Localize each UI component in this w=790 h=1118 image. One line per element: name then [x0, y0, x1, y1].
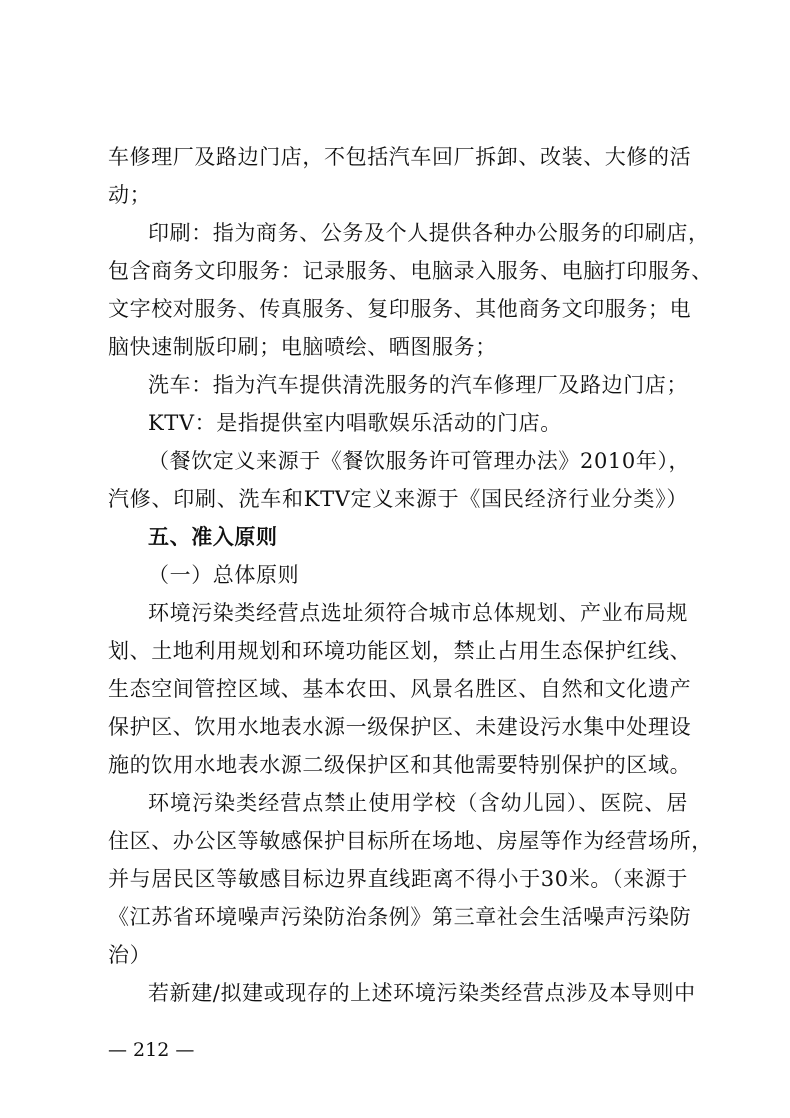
paragraph-line: 环境污染类经营点禁止使用学校（含幼儿园）、医院、居: [148, 791, 688, 815]
paragraph-line: 治）: [108, 943, 152, 967]
paragraph-line: 生态空间管控区域、基本农田、风景名胜区、自然和文化遗产: [108, 677, 692, 701]
paragraph-line: 洗车：指为汽车提供清洗服务的汽车修理厂及路边门店；: [148, 373, 688, 397]
paragraph-line: 印刷：指为商务、公务及个人提供各种办公服务的印刷店，: [148, 221, 710, 245]
section-heading: 五、准入原则: [148, 525, 278, 549]
paragraph-line: 环境污染类经营点选址须符合城市总体规划、产业布局规: [148, 601, 688, 625]
paragraph-line: （餐饮定义来源于《餐饮服务许可管理办法》2010年），: [148, 449, 691, 473]
paragraph-line: 汽修、印刷、洗车和KTV定义来源于《国民经济行业分类》）: [108, 487, 688, 511]
paragraph-line: 《江苏省环境噪声污染防治条例》第三章社会生活噪声污染防: [108, 905, 692, 929]
paragraph-line: 车修理厂及路边门店，不包括汽车回厂拆卸、改装、大修的活: [108, 145, 692, 169]
paragraph-line: KTV：是指提供室内唱歌娱乐活动的门店。: [148, 411, 562, 435]
paragraph-line: 脑快速制版印刷；电脑喷绘、晒图服务；: [108, 335, 497, 359]
paragraph-line: 住区、办公区等敏感保护目标所在场地、房屋等作为经营场所，: [108, 829, 713, 853]
page-number: — 212 —: [108, 1039, 195, 1061]
paragraph-line: 若新建/拟建或现存的上述环境污染类经营点涉及本导则中: [148, 981, 696, 1005]
subsection-heading: （一）总体原则: [148, 563, 300, 587]
paragraph-line: 保护区、饮用水地表水源一级保护区、未建设污水集中处理设: [108, 715, 692, 739]
paragraph-line: 并与居民区等敏感目标边界直线距离不得小于30米。（来源于: [108, 867, 688, 891]
paragraph-line: 施的饮用水地表水源二级保护区和其他需要特别保护的区域。: [108, 753, 692, 777]
paragraph-line: 文字校对服务、传真服务、复印服务、其他商务文印服务；电: [108, 297, 692, 321]
paragraph-line: 划、土地利用规划和环境功能区划，禁止占用生态保护红线、: [108, 639, 692, 663]
paragraph-line: 动；: [108, 183, 152, 207]
paragraph-line: 包含商务文印服务：记录服务、电脑录入服务、电脑打印服务、: [108, 259, 713, 283]
